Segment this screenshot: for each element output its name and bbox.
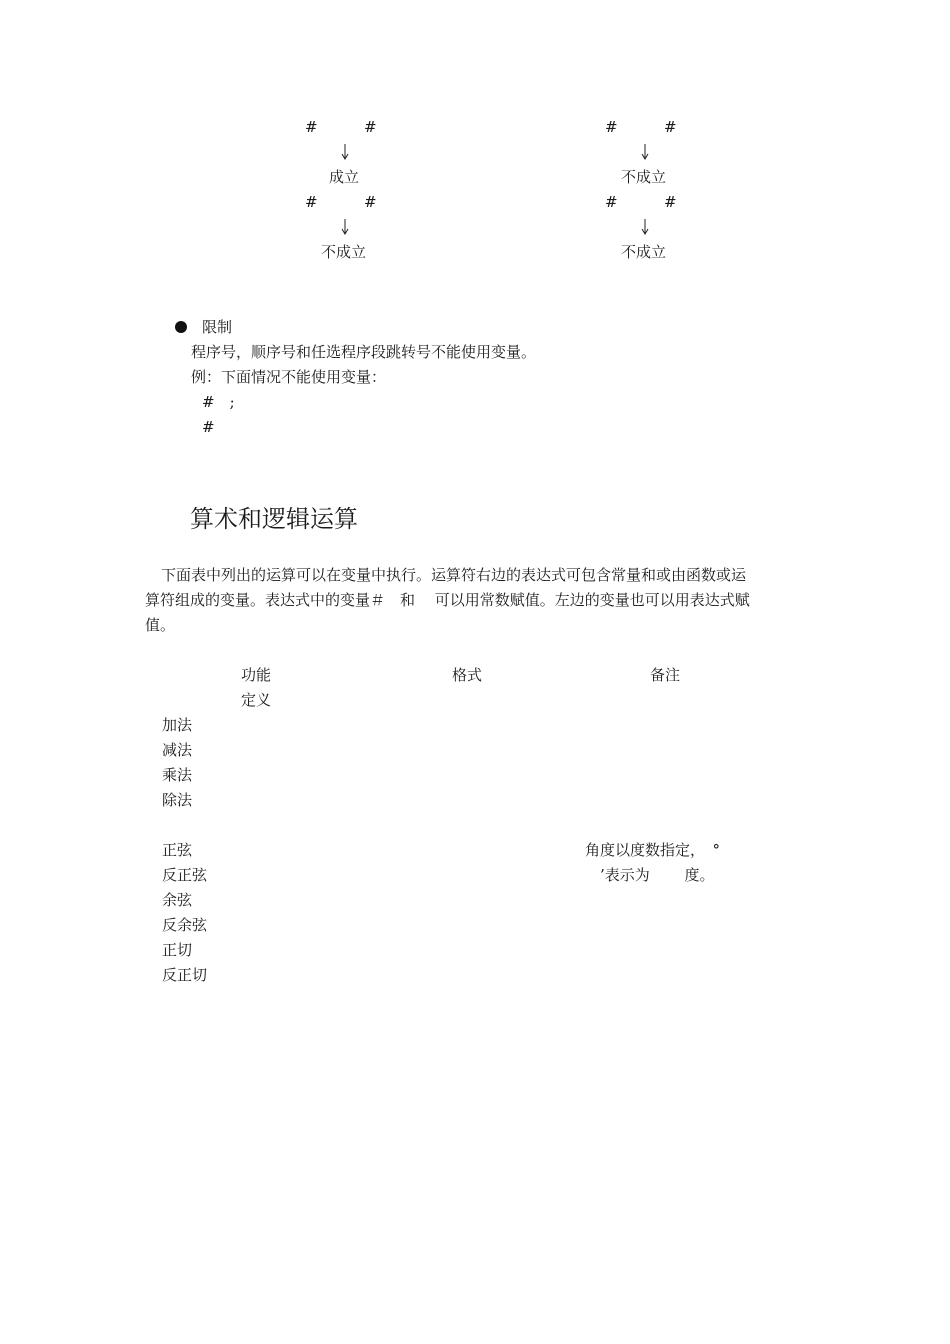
left-top-hash-2: # (364, 118, 377, 136)
left-bottom-hash-1: # (305, 193, 318, 211)
table-row-multiplication: 乘法 (162, 766, 193, 784)
right-bottom-hash-2: # (664, 193, 677, 211)
table-row-division: 除法 (162, 791, 193, 809)
paragraph-line-3: 值。 (145, 616, 176, 634)
left-top-hash-1: # (305, 118, 318, 136)
trig-note-line-1: 角度以度数指定， ° (585, 841, 721, 859)
right-bottom-hash-1: # (605, 193, 618, 211)
down-arrow-icon (640, 144, 650, 160)
down-arrow-icon (340, 144, 350, 160)
table-header-function: 功能 (241, 666, 272, 684)
right-bottom-result: 不成立 (621, 243, 667, 261)
restriction-example-1: # ; (202, 393, 235, 411)
down-arrow-icon (640, 219, 650, 235)
section-title: 算术和逻辑运算 (190, 505, 358, 533)
bullet-icon (175, 321, 187, 333)
table-row-tangent: 正切 (162, 941, 193, 959)
trig-note-line-2: ’表示为 度。 (600, 866, 715, 884)
restriction-text: 程序号，顺序号和任选程序段跳转号不能使用变量。 (191, 343, 537, 361)
table-row-sine: 正弦 (162, 841, 193, 859)
restriction-example-intro: 例：下面情况不能使用变量： (191, 368, 387, 386)
table-row-subtraction: 减法 (162, 741, 193, 759)
left-bottom-hash-2: # (364, 193, 377, 211)
table-header-format: 格式 (452, 666, 483, 684)
right-top-hash-1: # (605, 118, 618, 136)
table-row-arccosine: 反余弦 (162, 916, 208, 934)
restriction-example-2: # (202, 418, 215, 436)
table-row-arcsine: 反正弦 (162, 866, 208, 884)
table-row-arctangent: 反正切 (162, 966, 208, 984)
restriction-heading: 限制 (202, 318, 233, 336)
left-bottom-result: 不成立 (321, 243, 367, 261)
paragraph-line-1: 下面表中列出的运算可以在变量中执行。运算符右边的表达式可包含常量和或由函数或运 (161, 566, 747, 584)
table-definition-row: 定义 (241, 691, 272, 709)
table-row-cosine: 余弦 (162, 891, 193, 909)
table-header-note: 备注 (650, 666, 681, 684)
right-top-result: 不成立 (621, 168, 667, 186)
right-top-hash-2: # (664, 118, 677, 136)
section-paragraph (145, 563, 810, 638)
down-arrow-icon (340, 219, 350, 235)
table-row-addition: 加法 (162, 716, 193, 734)
left-top-result: 成立 (329, 168, 360, 186)
paragraph-line-2: 算符组成的变量。表达式中的变量＃ 和 可以用常数赋值。左边的变量也可以用表达式赋 (145, 591, 750, 609)
